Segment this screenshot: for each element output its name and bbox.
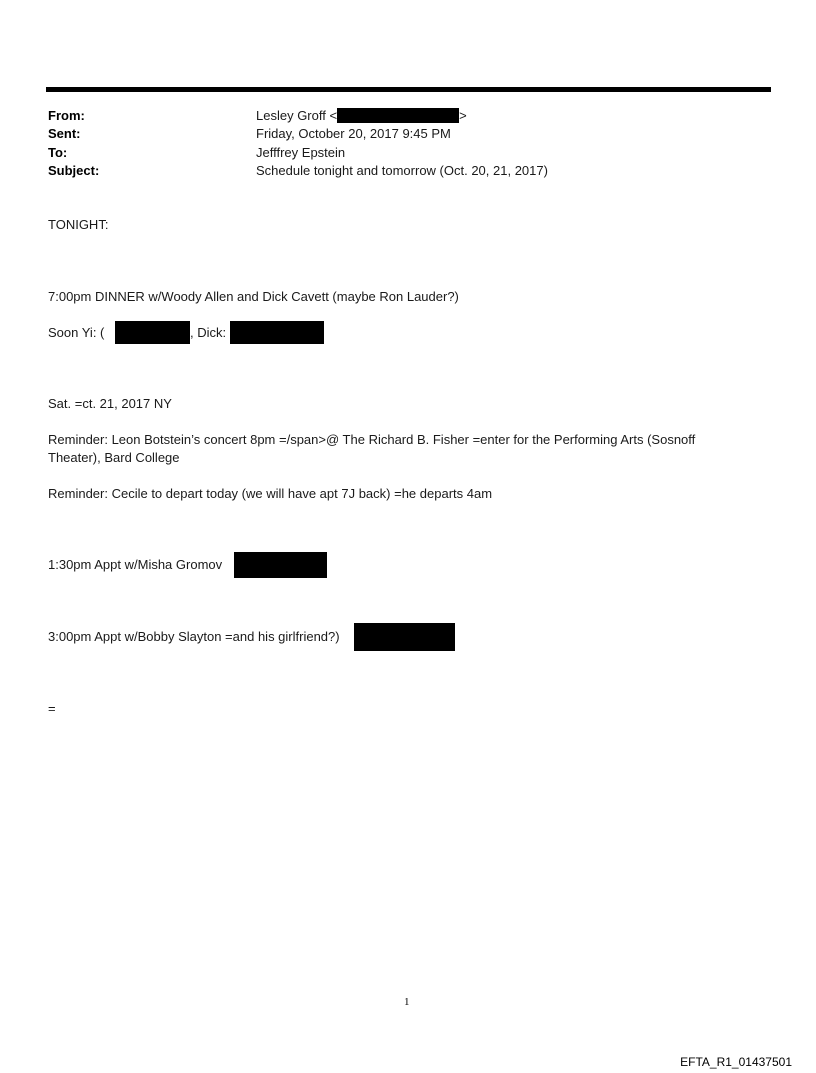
to-value: Jefffrey Epstein <box>256 145 346 160</box>
redacted-info-2 <box>354 623 455 651</box>
reminder-concert: Reminder: Leon Botstein’s concert 8pm =/span>@ The Richard B. Fisher =enter for the Performing Arts (Sosnoff Theater), Bard College <box>48 432 696 465</box>
reminder-cecile: Reminder: Cecile to depart today (we will have apt 7J back) =he departs 4am <box>48 486 493 501</box>
page-number: 1 <box>404 996 410 1008</box>
soon-yi-label: Soon Yi: ( <box>48 325 105 340</box>
subject-label: Subject: <box>48 163 100 178</box>
saturday-heading: Sat. =ct. 21, 2017 NY <box>48 396 172 411</box>
dick-label: , Dick: <box>190 325 227 340</box>
redacted-info-1 <box>234 552 327 578</box>
dinner-line: 7:00pm DINNER w/Woody Allen and Dick Cavett (maybe Ron Lauder?) <box>48 289 459 304</box>
header-rule <box>46 87 771 92</box>
from-value <box>256 108 467 123</box>
tonight-heading: TONIGHT: <box>48 217 109 232</box>
from-value-end: > <box>459 108 467 123</box>
redacted-phone-2 <box>230 321 324 344</box>
sent-label: Sent: <box>48 126 81 141</box>
redacted-phone-1 <box>115 321 190 344</box>
document-id: EFTA_R1_01437501 <box>680 1055 792 1069</box>
appt-misha: 1:30pm Appt w/Misha Gromov <box>48 557 223 572</box>
subject-value: Schedule tonight and tomorrow (Oct. 20, 21, 2017) <box>256 163 548 178</box>
appt-bobby: 3:00pm Appt w/Bobby Slayton =and his girlfriend?) <box>48 629 340 644</box>
from-name: Lesley Groff < <box>256 108 338 123</box>
from-label: From: <box>48 108 85 123</box>
trailing-equals: = <box>48 701 56 716</box>
to-label: To: <box>48 145 68 160</box>
sent-value: Friday, October 20, 2017 9:45 PM <box>256 126 451 141</box>
redacted-email <box>337 108 459 123</box>
